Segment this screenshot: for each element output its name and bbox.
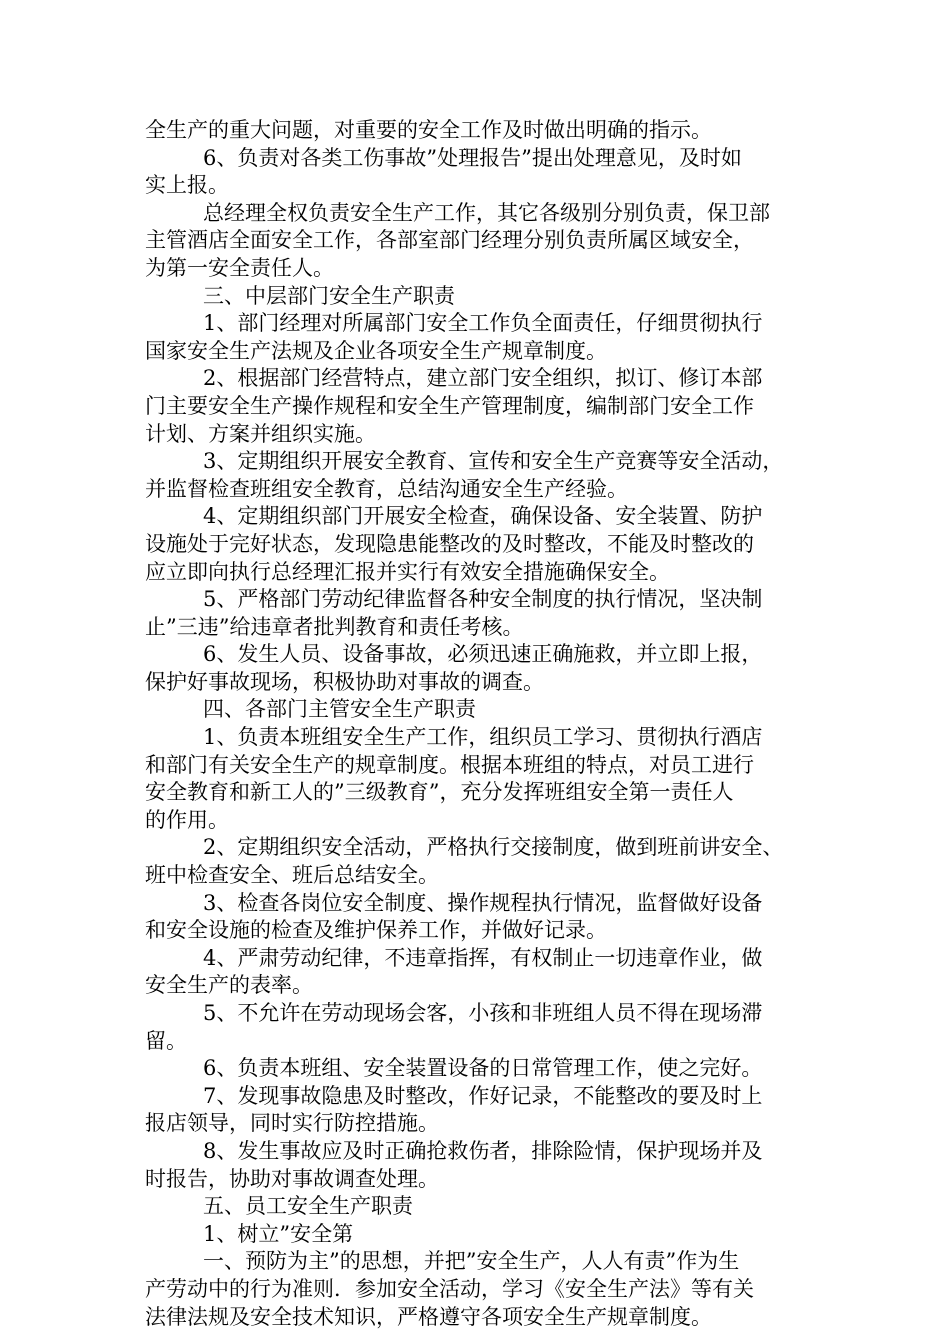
text-line: 1、树立”安全第 — [203, 1221, 354, 1246]
document-body — [145, 117, 825, 1331]
text-line: 法律法规及安全技术知识，严格遵守各项安全生产规章制度。 — [145, 1304, 712, 1329]
text-line: 6、发生人员、设备事故，必须迅速正确施救，并立即上报， — [203, 642, 763, 667]
text-line: 3、定期组织开展安全教育、宣传和安全生产竞赛等安全活动， — [203, 449, 784, 474]
text-line: 班中检查安全、班后总结安全。 — [145, 863, 439, 888]
text-line: 实上报。 — [145, 173, 229, 198]
text-line: 4、定期组织部门开展安全检查，确保设备、安全装置、防护 — [203, 504, 763, 529]
text-line: 全生产的重大问题，对重要的安全工作及时做出明确的指示。 — [145, 118, 712, 142]
text-line: 应立即向执行总经理汇报并实行有效安全措施确保安全。 — [145, 559, 670, 584]
text-line: 止”三违”给违章者批判教育和责任考核。 — [145, 614, 524, 639]
text-line: 一、预防为主”的思想，并把”安全生产，人人有责”作为生 — [203, 1249, 740, 1274]
text-line: 和部门有关安全生产的规章制度。根据本班组的特点，对员工进行 — [145, 752, 754, 777]
text-line: 产劳动中的行为准则．参加安全活动，学习《安全生产法》等有关 — [145, 1276, 754, 1301]
text-line: 2、根据部门经营特点，建立部门安全组织，拟订、修订本部 — [203, 366, 763, 391]
text-line: 安全生产的表率。 — [145, 973, 313, 998]
text-line: 设施处于完好状态，发现隐患能整改的及时整改，不能及时整改的 — [145, 531, 754, 556]
text-line: 三、中层部门安全生产职责 — [203, 283, 455, 308]
text-line: 保护好事故现场，积极协助对事故的调查。 — [145, 669, 544, 694]
text-line: 6、负责本班组、安全装置设备的日常管理工作，使之完好。 — [203, 1056, 763, 1081]
text-line: 总经理全权负责安全生产工作，其它各级别分别负责，保卫部 — [203, 200, 770, 225]
text-line: 1、负责本班组安全生产工作，组织员工学习、贯彻执行酒店 — [203, 725, 763, 750]
text-line: 和安全设施的检查及维护保养工作，并做好记录。 — [145, 918, 607, 943]
text-line: 国家安全生产法规及企业各项安全生产规章制度。 — [145, 338, 607, 363]
text-line: 报店领导，同时实行防控措施。 — [145, 1111, 439, 1136]
text-line: 门主要安全生产操作规程和安全生产管理制度，编制部门安全工作 — [145, 393, 754, 418]
text-line: 5、严格部门劳动纪律监督各种安全制度的执行情况，坚决制 — [203, 587, 763, 612]
text-line: 1、部门经理对所属部门安全工作负全面责任，仔细贯彻执行 — [203, 311, 763, 336]
text-line: 2、定期组织安全活动，严格执行交接制度，做到班前讲安全、 — [203, 835, 784, 860]
text-line: 为第一安全责任人。 — [145, 255, 334, 280]
text-line: 5、不允许在劳动现场会客，小孩和非班组人员不得在现场滞 — [203, 1001, 763, 1025]
text-line: 留。 — [145, 1028, 187, 1053]
text-line: 4、严肃劳动纪律，不违章指挥，有权制止一切违章作业，做 — [203, 945, 763, 970]
text-line: 时报告，协助对事故调查处理。 — [145, 1166, 439, 1191]
text-line: 五、员工安全生产职责 — [203, 1194, 413, 1219]
text-line: 7、发现事故隐患及时整改，作好记录，不能整改的要及时上 — [203, 1083, 763, 1108]
text-line: 主管酒店全面安全工作，各部室部门经理分别负责所属区域安全， — [145, 228, 754, 253]
text-line: 四、各部门主管安全生产职责 — [203, 697, 476, 722]
text-line: 的作用。 — [145, 807, 229, 832]
text-line: 计划、方案并组织实施。 — [145, 421, 376, 446]
text-line: 8、发生事故应及时正确抢救伤者，排除险情，保护现场并及 — [203, 1138, 763, 1163]
text-line: 3、检查各岗位安全制度、操作规程执行情况，监督做好设备 — [203, 890, 763, 915]
text-line: 6、负责对各类工伤事故”处理报告”提出处理意见，及时如 — [203, 145, 742, 170]
text-line: 并监督检查班组安全教育，总结沟通安全生产经验。 — [145, 476, 628, 501]
text-line: 安全教育和新工人的”三级教育”，充分发挥班组安全第一责任人 — [145, 780, 734, 805]
